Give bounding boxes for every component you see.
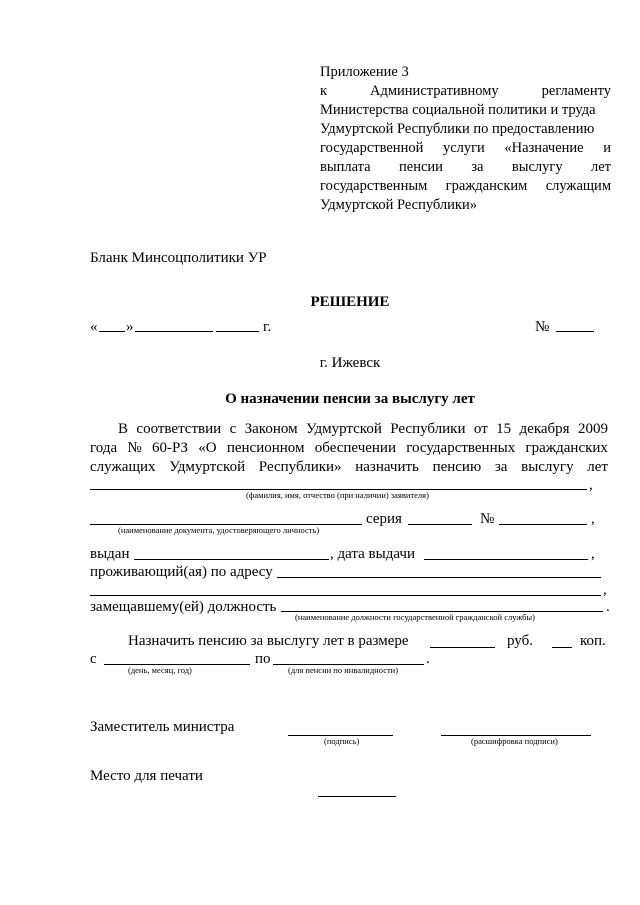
period-mark: . bbox=[606, 599, 610, 615]
appendix-line bbox=[320, 177, 611, 196]
from-label: с bbox=[90, 651, 97, 667]
comma: , bbox=[591, 546, 595, 562]
paragraph-line bbox=[90, 439, 608, 458]
period-mark: . bbox=[426, 651, 430, 667]
appendix-word: и bbox=[603, 140, 611, 156]
caption-disability: (для пенсии по инвалидности) bbox=[288, 665, 399, 675]
caption-position: (наименование должности государственной гражданской службы) bbox=[295, 612, 535, 622]
appendix-word: регламенту bbox=[541, 83, 611, 99]
paragraph-word: государственных bbox=[406, 440, 516, 456]
appendix-line bbox=[320, 82, 611, 101]
caption-document: (наименование документа, удостоверяющего личность) bbox=[118, 525, 320, 535]
paragraph-word: Удмуртской bbox=[169, 459, 246, 475]
caption-decipher: (расшифровка подписи) bbox=[471, 736, 558, 746]
appendix-block bbox=[320, 63, 611, 215]
appendix-line bbox=[320, 158, 611, 177]
appendix-line: Приложение 3 bbox=[320, 64, 409, 80]
issue-date-label: , дата выдачи bbox=[330, 546, 415, 562]
appendix-word: выслугу bbox=[511, 159, 563, 175]
paragraph-word: года bbox=[90, 440, 118, 456]
rub-label: руб. bbox=[507, 633, 533, 649]
decision-subject: О назначении пенсии за выслугу лет bbox=[225, 391, 475, 407]
appendix-word: Административному bbox=[370, 83, 499, 99]
appendix-word: лет bbox=[590, 159, 611, 175]
paragraph-word: лет bbox=[587, 459, 608, 475]
appendix-word: выплата bbox=[320, 159, 371, 175]
date-year-suffix: г. bbox=[263, 319, 272, 335]
decision-number-field[interactable] bbox=[556, 331, 594, 332]
body-paragraph bbox=[90, 420, 608, 477]
paragraph-word: пенсию bbox=[432, 459, 482, 475]
paragraph-word: 2009 bbox=[577, 421, 608, 437]
caption-signature: (подпись) bbox=[324, 736, 360, 746]
issued-by-field[interactable] bbox=[134, 559, 329, 560]
kop-label: коп. bbox=[580, 633, 606, 649]
address-field-continued[interactable] bbox=[90, 595, 601, 596]
document-title: РЕШЕНИЕ bbox=[310, 294, 390, 310]
date-day-field[interactable] bbox=[99, 331, 125, 332]
paragraph-word: 15 bbox=[496, 421, 512, 437]
appendix-word: «Назначение bbox=[504, 140, 584, 156]
appendix-line: Министерства социальной политики и труда bbox=[320, 102, 596, 118]
position-label: замещавшему(ей) должность bbox=[90, 599, 277, 615]
stamp-field[interactable] bbox=[318, 796, 396, 797]
appendix-word: пенсии bbox=[399, 159, 443, 175]
appendix-word: за bbox=[471, 159, 484, 175]
date-month-field[interactable] bbox=[135, 331, 213, 332]
comma: , bbox=[591, 511, 595, 527]
appendix-word: служащим bbox=[545, 178, 611, 194]
blank-label: Бланк Минсоцполитики УР bbox=[90, 250, 267, 266]
paragraph-word: за bbox=[494, 459, 508, 475]
appendix-word: государственным bbox=[320, 178, 428, 194]
paragraph-line bbox=[90, 420, 608, 439]
assign-text: Назначить пенсию за выслугу лет в размере bbox=[128, 633, 409, 649]
paragraph-word: гражданских bbox=[525, 440, 608, 456]
to-label: по bbox=[255, 651, 271, 667]
paragraph-word: Республики» bbox=[258, 459, 342, 475]
appendix-word: к bbox=[320, 83, 328, 99]
pension-kop-field[interactable] bbox=[552, 647, 572, 648]
address-field[interactable] bbox=[277, 577, 601, 578]
paragraph-word: с bbox=[229, 421, 237, 437]
paragraph-line bbox=[90, 458, 608, 477]
paragraph-word: соответствии bbox=[136, 421, 222, 437]
paragraph-word: назначить bbox=[355, 459, 419, 475]
paragraph-word: 60-РЗ bbox=[151, 440, 188, 456]
appendix-word: государственной bbox=[320, 140, 424, 156]
paragraph-word: № bbox=[127, 440, 142, 456]
issued-label: выдан bbox=[90, 546, 130, 562]
paragraph-word: Республики bbox=[390, 421, 466, 437]
issue-date-field[interactable] bbox=[424, 559, 588, 560]
residing-label: проживающий(ая) по адресу bbox=[90, 564, 273, 580]
date-close-quote: » bbox=[126, 319, 134, 335]
date-open-quote: « bbox=[90, 319, 98, 335]
paragraph-word: В bbox=[118, 421, 129, 437]
document-number-field[interactable] bbox=[499, 524, 587, 525]
appendix-word: услуги bbox=[442, 140, 485, 156]
paragraph-word: декабря bbox=[519, 421, 570, 437]
series-label: серия bbox=[366, 511, 402, 527]
document-number-sign: № bbox=[480, 511, 495, 527]
caption-fio: (фамилия, имя, отчество (при наличии) заявителя) bbox=[246, 490, 429, 500]
appendix-line bbox=[320, 139, 611, 158]
city-label: г. Ижевск bbox=[319, 355, 381, 371]
series-field[interactable] bbox=[408, 524, 472, 525]
caption-day: (день, месяц, год) bbox=[128, 665, 192, 675]
deputy-minister-label: Заместитель министра bbox=[90, 719, 235, 735]
paragraph-word: Удмуртской bbox=[305, 421, 382, 437]
paragraph-word: пенсионном bbox=[226, 440, 305, 456]
appendix-line: Удмуртской Республики» bbox=[320, 197, 477, 213]
appendix-word: гражданским bbox=[445, 178, 528, 194]
date-year-field[interactable] bbox=[216, 331, 259, 332]
paragraph-word: Законом bbox=[244, 421, 298, 437]
paragraph-word: от bbox=[473, 421, 488, 437]
paragraph-word: служащих bbox=[90, 459, 156, 475]
paragraph-word: «О bbox=[198, 440, 217, 456]
comma: , bbox=[589, 477, 593, 493]
number-sign: № bbox=[535, 319, 550, 335]
stamp-place-label: Место для печати bbox=[90, 768, 203, 784]
paragraph-word: выслугу bbox=[521, 459, 574, 475]
comma: , bbox=[603, 582, 607, 598]
appendix-line: Удмуртской Республики по предоставлению bbox=[320, 121, 595, 137]
paragraph-word: обеспечении bbox=[314, 440, 396, 456]
pension-rub-field[interactable] bbox=[430, 647, 495, 648]
